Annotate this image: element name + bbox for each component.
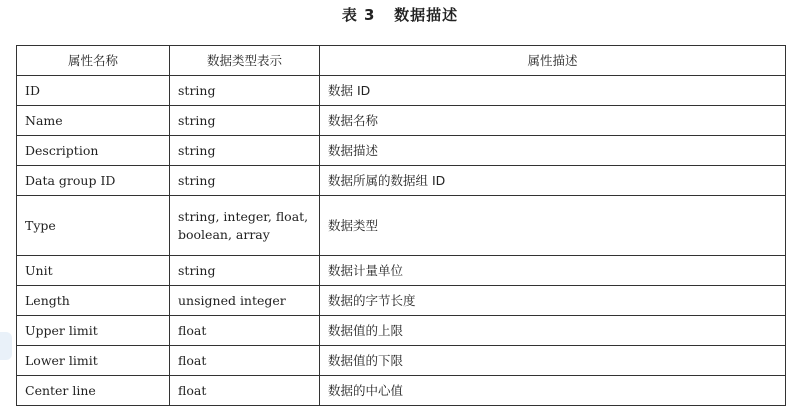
table-row (17, 316, 786, 346)
cell-data-type: unsigned integer (170, 286, 320, 316)
table-caption (0, 4, 800, 25)
cell-data-type: float (170, 316, 320, 346)
cell-attribute-description: 数据所属的数据组 ID (320, 166, 786, 196)
cell-attribute-description: 数据 ID (320, 76, 786, 106)
table-header-row (17, 46, 786, 76)
cell-data-type: string (170, 136, 320, 166)
cell-attribute-description: 数据值的下限 (320, 346, 786, 376)
table-row (17, 256, 786, 286)
scroll-edge-handle (0, 332, 12, 360)
cell-data-type: string (170, 106, 320, 136)
table-number: 表 3 (341, 6, 376, 24)
cell-attribute-description: 数据的中心值 (320, 376, 786, 406)
data-description-table (16, 45, 786, 406)
table-row (17, 76, 786, 106)
cell-attribute-description: 数据类型 (320, 196, 786, 256)
cell-attribute-name: Name (17, 106, 170, 136)
table-row (17, 196, 786, 256)
cell-attribute-name: Length (17, 286, 170, 316)
table-row (17, 166, 786, 196)
cell-data-type: string (170, 76, 320, 106)
header-attribute-description: 属性描述 (320, 46, 786, 76)
cell-attribute-description: 数据描述 (320, 136, 786, 166)
cell-attribute-description: 数据的字节长度 (320, 286, 786, 316)
table-row (17, 286, 786, 316)
table-row (17, 136, 786, 166)
cell-attribute-description: 数据计量单位 (320, 256, 786, 286)
cell-data-type: float (170, 346, 320, 376)
header-data-type: 数据类型表示 (170, 46, 320, 76)
cell-attribute-description: 数据名称 (320, 106, 786, 136)
table-title: 数据描述 (394, 6, 459, 24)
cell-data-type: string, integer, float, boolean, array (170, 196, 320, 256)
cell-data-type: float (170, 376, 320, 406)
cell-attribute-name: Lower limit (17, 346, 170, 376)
cell-attribute-description: 数据值的上限 (320, 316, 786, 346)
cell-attribute-name: ID (17, 76, 170, 106)
cell-attribute-name: Type (17, 196, 170, 256)
cell-attribute-name: Description (17, 136, 170, 166)
table-row (17, 106, 786, 136)
cell-attribute-name: Data group ID (17, 166, 170, 196)
cell-attribute-name: Center line (17, 376, 170, 406)
table-row (17, 376, 786, 406)
table-row (17, 346, 786, 376)
cell-data-type: string (170, 256, 320, 286)
header-attribute-name: 属性名称 (17, 46, 170, 76)
cell-data-type: string (170, 166, 320, 196)
cell-attribute-name: Upper limit (17, 316, 170, 346)
cell-attribute-name: Unit (17, 256, 170, 286)
